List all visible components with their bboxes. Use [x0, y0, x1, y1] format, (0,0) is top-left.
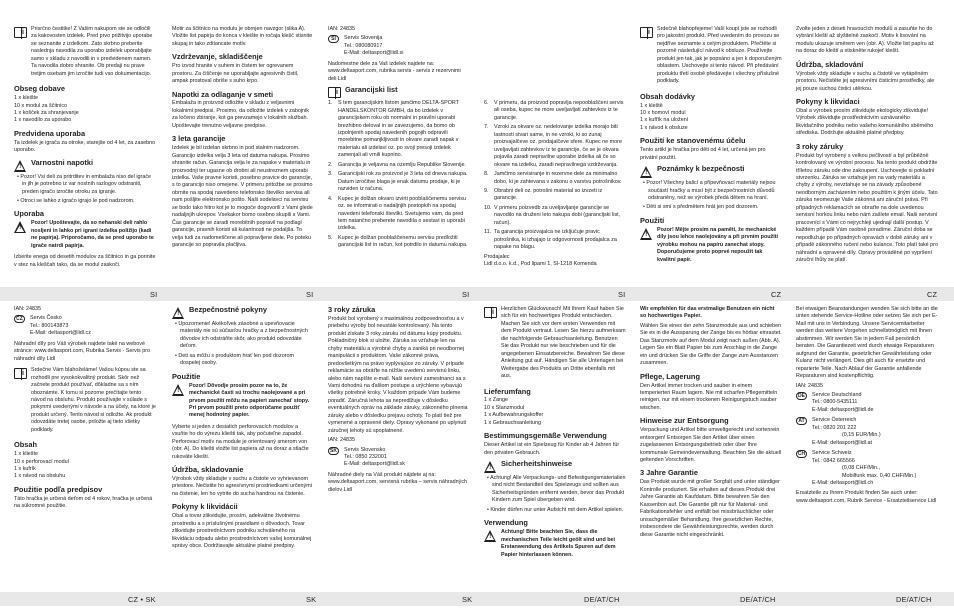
usage-heading: Uporaba	[14, 209, 44, 219]
contents-heading: Obsah dodávky	[640, 91, 696, 101]
language-code: SI	[306, 290, 314, 299]
service-email: E-Mail: deltasport@lidl.sk	[344, 461, 405, 468]
service-phone: Tel.: 800143873	[30, 322, 69, 329]
purpose-text: Dieser Artikel ist ein Spielzeug für Kinder ab 4 Jahren für den privaten Gebrauch.	[484, 442, 620, 456]
usage-warning-row	[172, 383, 314, 422]
service-name: Service Schweiz	[812, 450, 852, 457]
usage-heading: Použitie	[172, 371, 201, 381]
intro-text: Prisrčno čestitke! Z Vašim nakupom ste se odločili za kakovosten izdelek. Pred prvo prižitvijo uporabe se seznanite z izdelkom. Zato skrbno preberite naslednja navodila za uporabo izdelek uporabljajte samo v skladu z navodili in v predvidenem namen. Ta navodila dobro shranite. Ob predaji nu prave tretjim osebam jim izročite tudi vso dokumentacijo.	[31, 26, 153, 77]
storage-text: Pro izvod hranite v suhem in čistem ter ogrevanem prostoru. Za čiščenje ne uporabljajte agresivnih čistil, ampak prostoval obriše s suho krpo.	[172, 63, 299, 85]
contents-item: 1 x kufrík	[14, 466, 36, 473]
spare-parts-note: Náhradné diely na Váš produkt nájdete aj na: www.deltasport.com, servisná rubrika – servis náhradných dielov Lidl	[328, 471, 468, 493]
disposal-text: Embalaža in proizvod odložite v skladu z veljavnimi lokalnimi predpisi. Prosimo, da odložite izdelek v zabojnik za ločeno zbiranje, kot ga prevzamejo v lokalnih službah. Upoštevajte trenutno veljavne predpise.	[172, 100, 309, 129]
safety-heading: Bezpečnostné pokyny	[189, 305, 268, 314]
disposal-heading: Napotki za odlaganje v smeti	[172, 89, 274, 99]
service-phone: Tel.: 080080917	[344, 42, 383, 49]
disposal-heading: Pokyny k likvidaci	[796, 97, 860, 107]
seller-label: Prodajalec	[484, 253, 510, 260]
contents-item: 1 x návod k obsluze	[640, 124, 688, 131]
intro-block	[14, 26, 156, 80]
ian-number: IAN: 24835	[796, 382, 823, 389]
guarantee-item: 6. V primeru, da proizvod popravlja nepooblaščeni servis ali oseba, kupec ne more uveljavljati zahtevkov iz te garancije.	[484, 100, 624, 121]
disposal-text: Obal a výrobek prosím zlikvidujte ekologicky zlikvidujte! Výrobek zlikvidujte prostřednictvím uznávaného likvidačního podniku nebo vašeho komunálního sběrného střediska. Dodržujte aktuálně platné předpisy.	[796, 107, 934, 137]
safety-heading: Poznámky k bezpečnosti	[657, 164, 745, 174]
disposal-heading: Hinweise zur Entsorgung	[640, 416, 729, 426]
usage-warning-row	[640, 227, 782, 266]
contents-item: 10 x homoví modul	[640, 109, 686, 116]
book-icon: i	[328, 87, 341, 98]
usage-warning-row	[14, 220, 156, 252]
language-code: DE/AT/CH	[584, 595, 620, 604]
usage-warning-text: Achtung! Bitte beachten Sie, dass die mechanischen Teile leicht geölt sind und bei Erstanwendung des Artikels Spuren auf dem Papier hinterlassen können.	[501, 529, 616, 558]
service-rate: Mobilfunk max. 0,40 CHF/Min.)	[842, 472, 917, 479]
warranty-heading: 3 Jahre Garantie	[640, 468, 698, 478]
safety-item: • Achtung! Alle Verpackungs- und Befestigungsmaterialien sind nicht Bestandteil des Spielzeugs und sollten aus Sicherheitsgründen entfernt werden, bevor das Produkt Kindern zum Spiel übergeben wird.	[484, 475, 626, 505]
book-icon: i	[14, 27, 27, 38]
top-column-4	[484, 100, 626, 271]
service-email: E-Mail: deltasport@lidl.si	[344, 50, 404, 57]
contents-item: 1 x košček za shranjevanje	[14, 109, 79, 116]
usage-warning-text: Pozor! Dôvodje prosím pozor na to, že mechanické časti sú trochu naolejované a pri prvom použití môžu na papieri zanechať stopy. Pri prvom použití preto odporúčame použiť menej hodnotný papier.	[189, 382, 310, 419]
language-code: SK	[462, 595, 473, 604]
spare-parts-note: Nadomestne dele za Vaš izdelek najdete na: www.deltasport.com, rubrika servis - servis z rezervnimi deli Lidl	[328, 60, 461, 82]
guarantee-item: 7. Vzroki za okvare oz. nedelovanje izdelka morajo biti lastnosti stvari same, in ne vzroki, ki so zunaj proizvajalčeve oz. prodajalčeve sfere. Kupec ne more uveljavljati zahtevkov iz te garancije, če se je okvara pojavila zaradi nepravilne uporabe izdelka ali če so okvare na izdelku, zaradi nepravilnega vzdrževanja.	[484, 124, 622, 168]
guarantee-item: 2. Garancija je veljavna na ozemlju Republike Slovenije.	[328, 161, 466, 168]
guarantee-heading: Garancijski list	[345, 85, 398, 95]
usage-heading: Verwendung	[484, 518, 528, 528]
country-badge-icon: AT	[796, 417, 807, 425]
storage-heading: Vzdrževanje, skladiščenje	[172, 52, 263, 62]
service-block-de	[796, 392, 938, 414]
service-email: E-Mail: deltasport@lidl.de	[812, 406, 874, 413]
safety-heading-row	[640, 165, 782, 178]
warning-icon: !	[14, 160, 27, 172]
safety-item: • Upozornenie! Akékoľvek zásobné a upevňovacie materiály nie sú súčasťou hračky a z bezpečnostných dôvodov ich odstráňte skôr, ako produkt odovzdáte deťom.	[172, 321, 314, 351]
warranty-text: Produkt byl vyrobený s velkou pečlivostí a byl průběžně kontrolovaný ve výrobní procesu. Na tento produkt obdržíte tříletou záruku ode dne zakoupení. Uschovejte si pokladní stvrzenku. Záruka se vztahuje jen na vady materiálu a chyby z výroby, nevztahuje se na závady způsobené neodborným zacházením nebo použitím k jiným účelu. Tato záruka neomezuje Vaše zákonná ani záruční práva. Při případných reklamacích se obraťte na dole uvedenou servisní horkou linku nebo nám zašlete email. Naši servisní pracovníci s Vámi co nejrychleji ujednají další postup. V každém případě Vám osobně poradíme. Záruční doba se nepodlužuje po případných opravách v době záruky ani v případě zákonného ručení nebo kulance. Toto platí také pro náhradní a opravené díly. Opravy prováděné po vypršení záruční lhůty se platí.	[796, 152, 938, 263]
contents-item: 1 x navodilo za uporabo	[14, 117, 72, 124]
bottom-column-5	[640, 306, 782, 541]
language-code: CZ • SK	[128, 595, 156, 604]
ian-number: IAN: 24835	[328, 437, 355, 444]
bottom-column-4	[484, 306, 626, 563]
warning-icon: !	[484, 530, 497, 542]
service-block	[14, 315, 156, 337]
language-code: SI	[618, 290, 626, 299]
country-badge-icon: DE	[796, 392, 807, 400]
top-column-6	[796, 26, 938, 266]
service-phone: Tel.: 0850 232001	[344, 454, 387, 461]
contents-item: 10 x perforovací modul	[14, 458, 69, 465]
purpose-heading: Bestimmungsgemäße Verwendung	[484, 431, 607, 441]
guarantee-item: 9. Obrabni deli oz. potrošni material so izvzeti iz garancije.	[484, 187, 603, 202]
warranty-continued-text: Bei etwaigen Beanstandungen wenden Sie sich bitte an die unten stehende Service-Hotline oder setzen Sie sich per E-Mail mit uns in Verbindung. Unsere Servicemitarbeiter werden das weitere Vorgehen schnellstmöglich mit Ihnen abstimmen. Wir werden Sie in jedem Fall persönlich beraten. Die Garantiezeit wird durch etwaige Reparaturen aufgrund der Garantie, gesetzlicher Gewährleistung oder Kulanz nicht verlängert. Dies gilt auch für ersetzte und reparierte Teile. Nach Ablauf der Garantie anfallende Reparaturen sind kostenpflichtig.	[796, 306, 938, 380]
top-page-spread	[0, 0, 954, 305]
warning-icon: !	[640, 228, 653, 240]
guarantee-heading-row	[328, 86, 470, 98]
country-badge-icon: CZ	[14, 315, 25, 323]
language-code: SK	[306, 595, 317, 604]
bottom-column-1	[14, 306, 156, 513]
purpose-heading: Predvidena uporaba	[14, 128, 86, 138]
safety-heading-row	[14, 159, 156, 172]
contents-item: 1 x Gebrauchsanleitung	[484, 419, 541, 426]
bottom-column-2	[172, 306, 314, 553]
disposal-text: Obal a tovar zlikvidujte, prosím, adekvátne životnému prostrediu a s príslušnými pravidlami o dôvodoch. Tovar zlikvidujte prostredníctvom podniku schváleného na likvidáciu odpadu alebo prostredníctvom vašej komunálnej správy obce. Dodržiavajte aktuálne platné predpisy.	[172, 513, 312, 550]
guarantee-item: 3. Garancijski rok za proizvod je 3 leta od dneva nakupa. Datum izročitve blaga je enak datumu prodaje, ki je razviden iz računa.	[328, 171, 468, 193]
service-phone: Tel.: 0842 665566	[812, 457, 855, 464]
usage-continued-text: Motir za ščitnico na modulu je obrnjen navzgor (slika A). Vložite list papirja do konca v kleište in ročaja klešč stisnite skupaj in tako zdtiancate motiv.	[172, 26, 313, 47]
contents-item: 1 x návod na obsluhu	[14, 473, 66, 480]
book-icon: i	[640, 27, 653, 38]
top-column-1	[14, 26, 156, 271]
contents-item: 10 x modul za ščitnico	[14, 102, 68, 109]
warning-icon: !	[484, 461, 497, 473]
contents-item: 1 x Zange	[484, 397, 508, 404]
paper-recommendation: Wir empfehlen für das erstmalige Benutzen ein nicht so hochwertiges Papier.	[640, 306, 775, 320]
service-name: Servis Slovenija	[344, 35, 383, 42]
book-icon: i	[14, 368, 27, 379]
language-code: DE/AT/CH	[740, 595, 776, 604]
service-name: Service Deutschland	[812, 391, 862, 398]
warranty-heading: 3 roky záruka	[328, 305, 376, 314]
safety-item: • Děti si smí s předmětem hrát jen pod dozorem.	[640, 204, 782, 211]
purpose-text: Táto hračka je určená deťom od 4 rokov, hračka je určená na súkromné použitie.	[14, 495, 153, 510]
service-rate: (0,08 CHF/Min.,	[842, 465, 881, 472]
usage-text: Vyberte si jeden z desiatich perforovacích modulov a vsuňte ho do výrezu kliešti tak, aby počuteľne zapadol. Perforovací motív na module je orientovaný smerom von (obr. A). Do kliešti vložte list papiera až na doraz a stlačte rukoväte kliešti.	[172, 423, 309, 460]
top-footer-bar	[0, 287, 954, 301]
service-name: Service Österreich	[812, 417, 857, 424]
safety-heading-row	[484, 460, 626, 473]
guarantee-item: 10. V primeru poizvedb za uveljavljanje garancije se navodilo na druženi leto nakupa dobi (garancijski list, račun).	[484, 204, 621, 226]
service-phone: Tel.: 0800-5435111	[812, 399, 858, 406]
country-badge-icon: SI	[328, 35, 339, 43]
contents-item: 1 x kleště	[640, 102, 663, 109]
service-email: E-Mail: deltasport@lidl.cz	[30, 330, 91, 337]
service-name: Servis Slovensko	[344, 446, 386, 453]
bottom-footer-bar	[0, 592, 954, 606]
warranty-heading: 3 leta garancije	[172, 134, 226, 144]
service-name: Servis Česko	[30, 315, 62, 322]
safety-heading-row	[172, 306, 314, 319]
country-badge-icon: CH	[797, 451, 806, 458]
intro-block	[640, 26, 782, 88]
guarantee-item: 8. Jamčimo servisiranje in rezervne dele za minimalno dobo, ki je zahtevana v zakonu o varstvu potrošnikov.	[484, 171, 622, 185]
language-code: CZ	[771, 290, 782, 299]
warning-icon: !	[172, 384, 185, 396]
spare-parts-note: Ersatzteile zu Ihrem Produkt finden Sie auch unter: www.deltasport.com, Rubrik Service - Ersatzteilservice Lidl	[796, 490, 937, 504]
guarantee-item: 4. Kupec je dolžan okvaro izvirti pooblaščenemu servisu oz. se informirati o nadaljnjih postopkih na spodaj navedeni telefonski številki. Svetujemo vam, da pred tem natančno preberete navodila o sestavi in uporabi izdelka.	[328, 195, 466, 232]
guarantee-item: 5. Kupec je dolžan pooblaščenemu servisu predložiti garancijski list in račun, kot potrdilo in datumu nakupa.	[328, 234, 468, 249]
top-column-5	[640, 26, 782, 268]
warranty-text: Produkt bol vyrobený s maximálnou zodpovednosťou a v priebehu výroby bol neustále kontrolovaný. Na tento produkt získate 3 roky záruku od dátumu kúpy produktu. Pokladničný blok si uložte. Záruka sa vzťahuje len na chyby materiálu a výrobné chyby a zaniká pri neodbornej manipulácii s produktom. Vaše zákonné práva, predovšetkým na právo vyplývajúce zo záruky. V prípade reklamácie sa obráťte na nižšie uvedenú servisnú linku, alebo nám napíšte e-mail. Naši servisní zamestnanci sa s Vami dohodnú na ďalšom postupe a urýchlene vybavujú všetky potrebné kroky. V každom prípade Vám budeme poradiť. Záručná lehota sa nepredlžuje v dôsledku eventuálnych opráv na základe záruky, zákonného plnenia záruky alebo v dôsledku prejavu ochoty. To platí tiež pre vymenené a opravené diely. Opravy vykonané po uplynutí záručnej lehoty sú spoplatnené.	[328, 315, 468, 434]
disposal-heading: Pokyny k likvidácii	[172, 502, 238, 512]
usage-warning-row	[484, 529, 626, 561]
service-phone: Tel.: 0820 201 222	[812, 424, 857, 431]
contents-heading: Lieferumfang	[484, 386, 531, 396]
warranty-heading: 3 roky záruky	[796, 141, 844, 151]
care-text: Výrobek vždy skladujte v suchu a čistotě ve vytápěném prostoru. Nečistěte jej agresivními čisticími prostředky, ale jej pouze suchou čisticí utěrkou.	[796, 70, 935, 92]
intro-block	[484, 306, 626, 383]
service-block-ch	[796, 450, 938, 487]
intro-text: Srdečne Vám blahoželáme! Vašou kúpou ste sa rozhodli pre vysokokvalitný produkt. Skôr než začnete produkt používať, dôkladne sa s ním oboznámte. K tomu si pozorne prečítajte tento návod na obsluhu. Produkt používajte v súlade s pokynmi uvedenými v návode a na účely, na ktoré je produkt určený. Tento návod si odložte. Ak produkt odovzdáte tretej osobe, priložte aj tieto všetky podklady.	[31, 367, 156, 433]
warning-icon: !	[172, 307, 185, 319]
guarantee-item: 1. S tem garancijskim listom jamčimo DELTA-SPORT HANDELSKONTOR GMBH, da bo izdelek v garancijskem roku ob normalni in pravilni uporabi brezhibno deloval in se zavezujemo, da bomo ob izpolnjenih spodaj navedenih pogojih odpravili morebitne pomanjkljivosti in okvare zaradi napak v materialu ali izdelavi oz. po svoji presoji izdelek zamenjali ali vrnili kupnino.	[328, 100, 459, 159]
safety-item: • Deti sa môžu s produktom hrať len pod dozorom dospelej osoby.	[172, 353, 314, 368]
care-heading: Pflege, Lagerung	[640, 371, 700, 381]
usage-warning-text: Pozor! Mějte prosím na paměti, že mechanické díly jsou lehce naolejovány a při prvním použití výrobku mohou na papíru zanechat stopy. Doporučujeme proto poprvé nepoužít tak kvalitní papír.	[657, 226, 779, 263]
seller-address: Lidl d.o.o. k.d., Pod lipami 1, SI-1218 Komenda	[484, 261, 597, 268]
service-email: E-Mail: deltasport@lidl.ch	[812, 479, 874, 486]
language-code: CZ	[927, 290, 938, 299]
care-text: Den Artikel immer trocken und sauber in einem temperierten Raum lagern. Nie mit scharfen Pflegemitteln reinigen, nur mit einem trockenen Reinigungstuch sauber wischen.	[640, 382, 778, 411]
language-code: SI	[150, 290, 158, 299]
top-column-2	[172, 26, 314, 252]
service-block	[328, 35, 470, 57]
warning-icon: !	[14, 221, 27, 233]
bottom-column-3	[328, 306, 470, 496]
service-email: E-Mail: deltasport@lidl.at	[812, 439, 872, 446]
usage-text: Wählen Sie eines der zehn Stanzmodule aus und schieben Sie es in die Aussparung der Zange bis es hörbar einrastet. Das Stanzmotiv auf dem Modul zeigt nach außen (Abb. A). Legen Sie ein Blatt Papier bis zum Anschlag in die Zange ein und drücken Sie die Griffe der Zange zum Ausstanzen zusammen.	[640, 322, 782, 367]
care-heading: Údržba, skladování	[796, 59, 864, 69]
country-badge-icon: SK	[328, 447, 339, 455]
usage-text: Izberite enega od desetih modulov za ščitnico in ga porinite v stez na kleščah tako, da se modul zaskoči.	[14, 254, 156, 268]
purpose-text: Tento artikl je hračka pro děti od 4 let, určená jen pro privátní použití.	[640, 147, 766, 161]
contents-item: 1 x kleište	[14, 95, 38, 102]
usage-continued-text: Zvolte jeden z deseti hravoucích modulů a zasuňte ho do vybrání kleští až slyšitelně zaskočí. Motiv k lisování na modulu ukazuje směrem ven (obr. A). Vložte list papíru až na doraz do kleští a stiskněte rukojeť kleští.	[796, 26, 934, 55]
intro-block	[14, 367, 156, 436]
book-icon: i	[484, 307, 497, 318]
purpose-heading: Použití ke stanovenému účelu	[640, 136, 746, 146]
intro-text: Herzlichen Glückwunsch! Mit Ihrem Kauf haben Sie sich für ein hochwertiges Produkt entschieden. Machen Sie sich vor dem ersten Verwenden mit dem Produkt vertraut. Lesen Sie hierzu aufmerksam die nachfolgende Gebrauchsanleitung. Benutzen Sie das Produkt nur wie beschrieben und für die angegebenen Einsatzbereiche. Bewahren Sie diese Anleitung gut auf. Händigen Sie alle Unterlagen bei Weitergabe des Produkts an Dritte ebenfalls mit aus.	[501, 306, 626, 380]
service-block-at	[796, 417, 938, 447]
disposal-text: Verpackung und Artikel bitte umweltgerecht und sortenrein entsorgen! Entsorgen Sie den Artikel über einen zugelassenen Entsorgungsbetrieb oder über Ihre kommunale Gemeindeverwaltung. Beachten Sie die aktuell geltenden Vorschriften.	[640, 427, 782, 463]
contents-item: 1 x kufřík na uložení	[640, 117, 689, 124]
safety-item: • Pozor! Všechny balicí a připevňovací materiály nejsou součástí hračky a musí být z bezpečnostních důvodů odstraněny, než se výrobek předá dětem na hraní.	[640, 180, 782, 202]
care-text: Výrobok vždy skladujte v suchu a čistote vo vyhrievanom priestore. Nečistite ho agresívnymi prostriedkami určenými na čistenie, len ho vytrite do sucha handrou na čistenie.	[172, 476, 312, 497]
top-column-3	[328, 26, 470, 252]
warning-icon: !	[640, 166, 653, 178]
usage-heading: Použití	[640, 215, 665, 225]
ian-number: IAN: 24835	[14, 306, 41, 312]
service-rate: (0,15 EUR/Min.)	[842, 432, 881, 439]
purpose-heading: Použitie podľa predpisov	[14, 484, 103, 494]
warranty-text: Das Produkt wurde mit großer Sorgfalt und unter ständiger Kontrolle produziert. Sie erhalten auf dieses Produkt drei Jahre Garantie ab Kaufdatum. Bitte bewahren Sie den Kassenbon auf. Die Garantie gilt nur für Material- und Fabrikationsfehler und entfällt bei missbräuchlicher oder unsachgemäßer Behandlung. Ihre gesetzlichen Rechte, insbesondere die Gewährleistungsrechte, werden durch diese Garantie nicht eingeschränkt.	[640, 479, 780, 538]
purpose-text: Ta izdelek je igrača za otroke, starejše od 4 let, za zasebno uporabo.	[14, 139, 156, 154]
safety-heading: Sicherheitshinweise	[501, 459, 573, 468]
contents-heading: Obseg dobave	[14, 84, 65, 94]
safety-heading: Varnostni napotki	[31, 157, 94, 167]
guarantee-item: 11. Ta garancija proizvajalca ne izključuje pravic potrošnika, ki izhajajo iz odgovornosti prodajalca za napake na blagu.	[484, 229, 617, 251]
bottom-page-spread	[0, 306, 954, 612]
care-heading: Údržba, skladovanie	[172, 465, 244, 475]
intro-text: Srdečně blahopřejeme! Vaší koupí jste se rozhodli pro jakostní produkt. Před uvedením do provozu se nejdříve seznamte s celým produktem. Přečtěte si pozorně následující návod k obsluze. Používejte produkt jen tak, jak je popsáno a jen k doporučeným oblastem. Uschovejte si tento návod. Při předávání produktu třetí osobě předávejte i všechny příslušné podklady.	[657, 26, 782, 85]
contents-item: 1 x Aufbewahrungskoffer	[484, 412, 544, 419]
safety-item: • Otroci se lahko z igračo igrajo le pod nadzorom.	[14, 198, 156, 205]
language-code: DE/AT/CH	[896, 595, 932, 604]
spare-parts-note: Náhradní díly pro Váš výrobek najdete také na webové stránce: www.deltasport.com, Rubrika Servis - Servis pro náhradní díly Lidl	[14, 340, 151, 362]
ian-number: IAN: 24835	[328, 26, 355, 32]
contents-heading: Obsah	[14, 440, 37, 450]
contents-item: 1 x kliešte	[14, 451, 38, 458]
service-block	[328, 447, 470, 469]
bottom-column-6	[796, 306, 938, 507]
usage-warning-text: Pozor! Upoštevajte, da so nehanski deli rahlo nosljeni in lahko pri igrani izdelka poližijo (kadi ne papirja). Priporočamo, da se pred uporabo te igrače natrdi papirja.	[31, 220, 154, 249]
language-code: SI	[462, 290, 470, 299]
warranty-text: Izdelek je bil izdelan skrbno in pod stalnim nadzorom. Garancijo izdelka velja 3 leta od datuma nakupa. Prosimo shranite račun. Garancija velja le za napake v materialu in proizvodnji ter ugasne ob drobni ali neustreznem uporabi izdelka. Vaše pravne koristi, posebno pravice do garancije, s to garancijo niso omejene. V primeru pritožbe se prosimo obrnite na spodaj navedeno telefonsko številko servisa ali nam pošljite elektronsko pošto. Naši sodelavci na servisu se bodo tako hitro kot je to mogoče dogovorili z Vami glede nadaljnjih ukrepov. Vsekakor bomo osebno skupili s Vami. Čas garancije se zaradi morebitnih popravil na podlagi garancije, pravnih koristi ali kulantnosti ne podaljša. To velja tudi za nadomeščene ali popravljene dele. Po poteku garancije so popravila plačljiva.	[172, 145, 313, 249]
contents-item: 10 x Stanzmodul	[484, 404, 525, 411]
safety-item: • Kinder dürfen nur unter Aufsicht mit dem Artikel spielen.	[484, 507, 626, 514]
safety-item: • Pozor! Vsi deli za pritrditev in embalaža niso del igrače in jih je potrebno iz var nostnih razlogov odstraniti, preden igračo izročite otroku za igranje.	[14, 174, 156, 196]
